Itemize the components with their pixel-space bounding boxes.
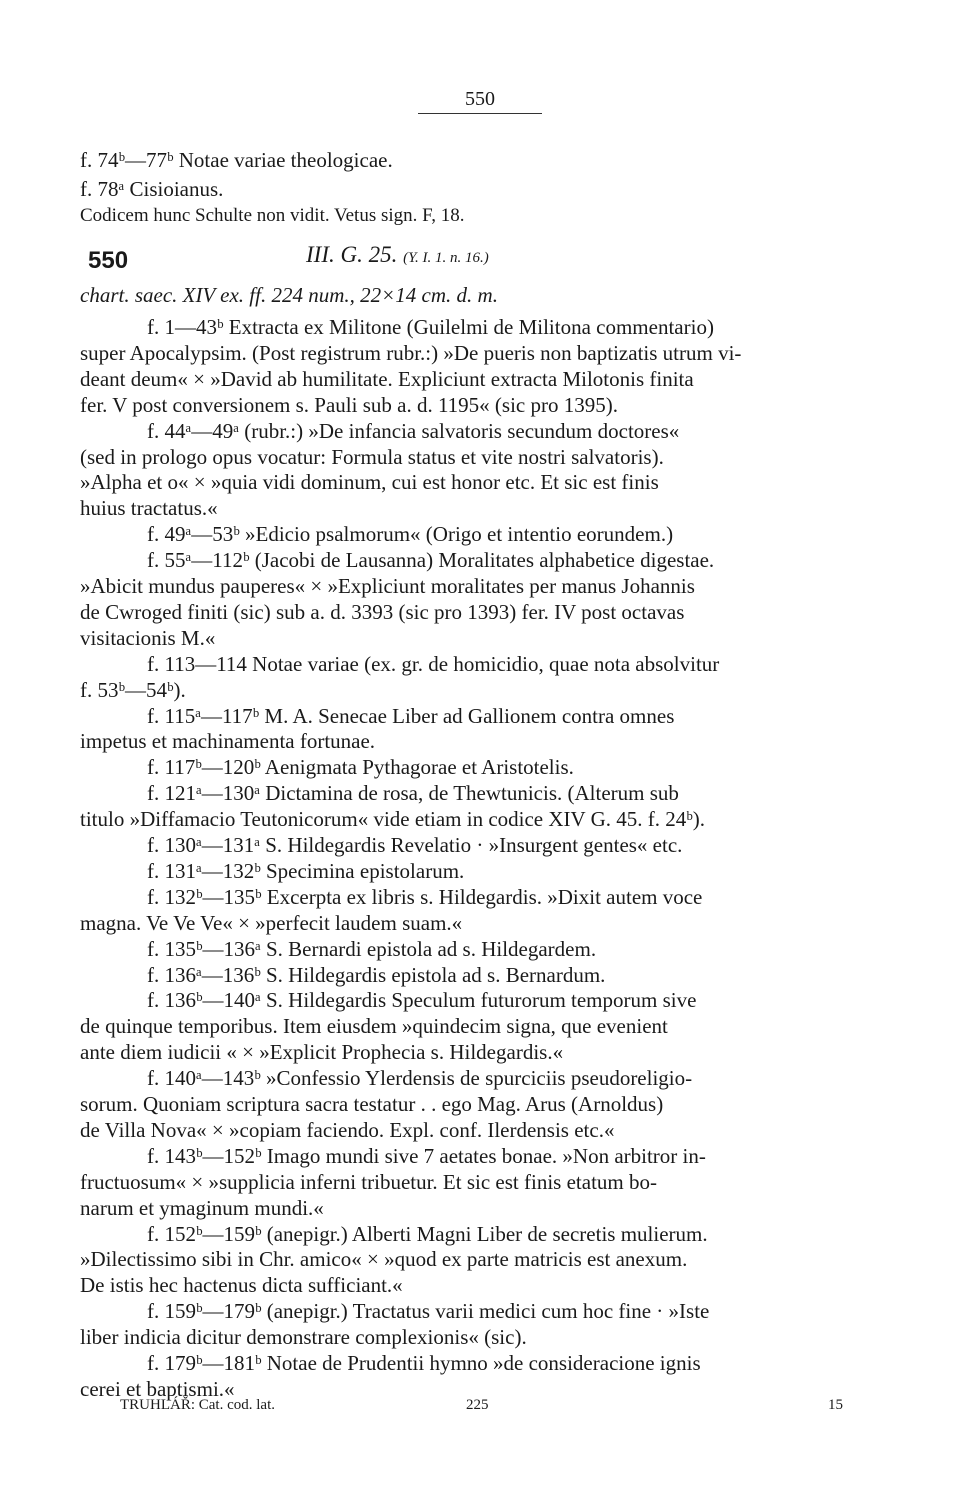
body-line: De istis hec hactenus dicta sufficiant.«: [80, 1273, 403, 1298]
body-line: f. 132ᵇ—135ᵇ Excerpta ex libris s. Hildegardis. »Dixit autem voce: [147, 884, 703, 909]
body-line: f. 159ᵇ—179ᵇ (anepigr.) Tractatus varii medici cum hoc fine · »Iste: [147, 1299, 710, 1324]
body-line: liber indicia dicitur demonstrare complexionis« (sic).: [80, 1325, 527, 1350]
body-line: super Apocalypsim. (Post registrum rubr.:) »De pueris non baptizatis utrum vi-: [80, 340, 742, 365]
body-line: (sed in prologo opus vocatur: Formula status et vite nostri salvatoris).: [80, 444, 664, 469]
body-line: f. 1—43ᵇ Extracta ex Militone (Guilelmi de Militona commentario): [147, 315, 714, 339]
body-line: f. 136ᵇ—140ᵃ S. Hildegardis Speculum futurorum temporum sive: [147, 988, 697, 1013]
body-line: f. 131ᵃ—132ᵇ Specimina epistolarum.: [147, 858, 465, 883]
entry-description: chart. saec. XIV ex. ff. 224 num., 22×14 cm. d. m.: [80, 283, 498, 307]
pre-line: Codicem hunc Schulte non vidit. Vetus sign. F, 18.: [80, 205, 465, 226]
entry-number: 550: [88, 247, 129, 274]
old-signature: (Y. I. 1. n. 16.): [403, 250, 489, 266]
body-line: f. 140ᵃ—143ᵇ »Confessio Ylerdensis de spurciciis pseudoreligio-: [147, 1066, 693, 1091]
footer-citation: TRUHLÁŘ: Cat. cod. lat.: [120, 1397, 275, 1413]
body-line: f. 44ᵃ—49ᵃ (rubr.:) »De infancia salvatoris secundum doctores«: [147, 418, 680, 443]
body-line: sorum. Quoniam scriptura sacra testatur . . ego Mag. Arus (Arnoldus): [80, 1092, 664, 1116]
page-number: 550: [465, 88, 495, 110]
body-line: f. 53ᵇ—54ᵇ).: [80, 677, 186, 702]
body-line: titulo »Diffamacio Teutonicorum« vide etiam in codice XIV G. 45. f. 24ᵇ).: [80, 807, 705, 832]
pre-line: f. 74ᵇ—77ᵇ Notae variae theologicae.: [80, 148, 393, 172]
body-line: ante diem iudicii « × »Explicit Prophecia s. Hildegardis.«: [80, 1040, 564, 1065]
body-line: f. 113—114 Notae variae (ex. gr. de homicidio, quae nota absolvitur: [147, 651, 720, 676]
body-line: magna. Ve Ve Ve« × »perfecit laudem suam.«: [80, 910, 463, 935]
body-line: f. 143ᵇ—152ᵇ Imago mundi sive 7 aetates bonae. »Non arbitror in-: [147, 1143, 706, 1168]
body-line: »Abicit mundus pauperes« × »Expliciunt moralitates per manus Johannis: [80, 574, 695, 598]
pre-line: f. 78ᵃ Cisioianus.: [80, 177, 224, 201]
footer-signature: 15: [828, 1397, 843, 1413]
body-line: f. 135ᵇ—136ᵃ S. Bernardi epistola ad s. Hildegardem.: [147, 936, 597, 961]
body-line: fructuosum« × »supplicia inferni tribuetur. Et sic est finis etatum bo-: [80, 1169, 657, 1194]
body-line: f. 55ᵃ—112ᵇ (Jacobi de Lausanna) Moralitates alphabetice digestae.: [147, 548, 715, 573]
body-line: »Alpha et o« × »quia vidi dominum, cui est honor etc. Et sic est finis: [80, 470, 659, 495]
body-line: »Dilectissimo sibi in Chr. amico« × »quod ex parte matricis est anexum.: [80, 1247, 688, 1272]
footer-page: 225: [466, 1397, 489, 1413]
body-line: fer. V post conversionem s. Pauli sub a. d. 1195« (sic pro 1395).: [80, 392, 618, 417]
body-line: huius tractatus.«: [80, 496, 218, 521]
header-rule: [418, 113, 542, 114]
body-line: f. 117ᵇ—120ᵇ Aenigmata Pythagorae et Aristotelis.: [147, 755, 574, 780]
body-line: de Villa Nova« × »copiam faciendo. Expl. conf. Ilerdensis etc.«: [80, 1117, 615, 1142]
body-line: de Cwroged finiti (sic) sub a. d. 3393 (sic pro 1393) fer. IV post octavas: [80, 599, 685, 624]
body-line: deant deum« × »David ab humilitate. Expliciunt extracta Milotonis finita: [80, 366, 694, 391]
body-line: f. 130ᵃ—131ᵃ S. Hildegardis Revelatio · »Insurgent gentes« etc.: [147, 833, 683, 857]
body-line: de quinque temporibus. Item eiusdem »quindecim signa, que evenient: [80, 1014, 668, 1039]
body-line: f. 121ᵃ—130ᵃ Dictamina de rosa, de Thewtunicis. (Alterum sub: [147, 781, 679, 806]
body-line: narum et ymaginum mundi.«: [80, 1195, 324, 1220]
body-line: f. 136ᵃ—136ᵇ S. Hildegardis epistola ad s. Bernardum.: [147, 962, 606, 987]
body-line: f. 49ᵃ—53ᵇ »Edicio psalmorum« (Origo et intentio eorundem.): [147, 522, 674, 547]
body-line: visitacionis M.«: [80, 625, 216, 650]
body-line: cerei et baptismi.«: [80, 1376, 235, 1401]
body-line: f. 115ᵃ—117ᵇ M. A. Senecae Liber ad Gallionem contra omnes: [147, 703, 675, 728]
body-line: f. 152ᵇ—159ᵇ (anepigr.) Alberti Magni Liber de secretis mulierum.: [147, 1221, 708, 1246]
body-line: f. 179ᵇ—181ᵇ Notae de Prudentii hymno »de consideracione ignis: [147, 1351, 701, 1375]
body-line: impetus et machinamenta fortunae.: [80, 729, 376, 754]
shelfmark: [306, 242, 489, 268]
shelfmark-text: III. G. 25.: [306, 242, 398, 267]
